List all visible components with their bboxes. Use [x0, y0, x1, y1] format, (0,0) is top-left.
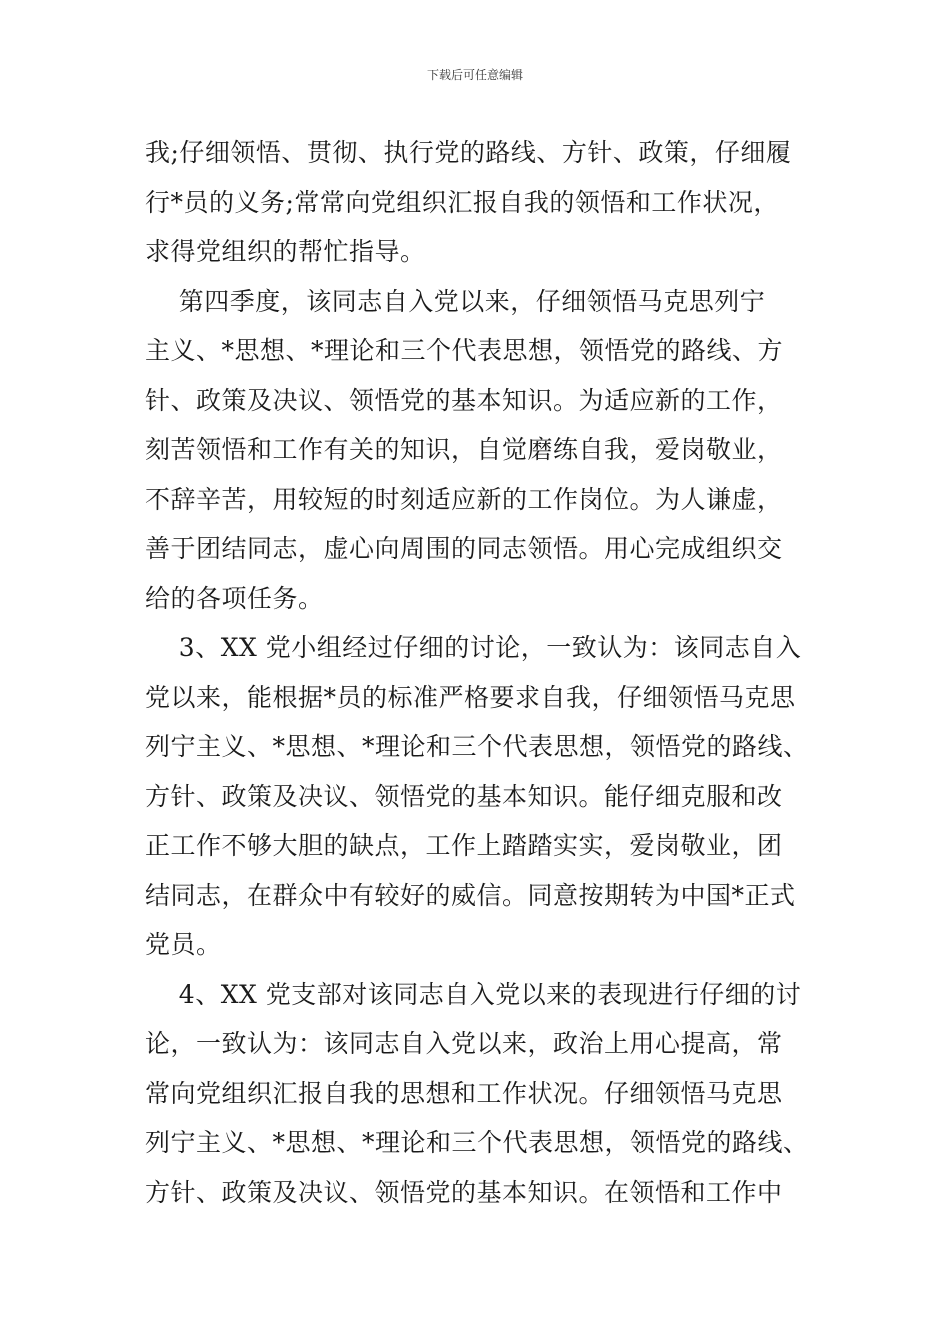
- paragraph-3: [145, 623, 835, 970]
- text-line: 行*员的义务;常常向党组织汇报自我的领悟和工作状况，: [145, 187, 779, 217]
- document-body: [145, 128, 835, 1217]
- text-line: 第四季度，该同志自入党以来，仔细领悟马克思列宁: [145, 286, 766, 316]
- text-line: 方针、政策及决议、领悟党的基本知识。能仔细克服和改: [145, 781, 783, 811]
- text-line: 4、XX 党支部对该同志自入党以来的表现进行仔细的讨: [145, 979, 802, 1009]
- text-line: 列宁主义、*思想、*理论和三个代表思想，领悟党的路线、: [145, 732, 809, 761]
- text-line: 党员。: [145, 930, 222, 959]
- text-line: 方针、政策及决议、领悟党的基本知识。在领悟和工作中: [145, 1177, 783, 1207]
- text-line: 给的各项任务。: [145, 583, 324, 613]
- paragraph-1: [145, 128, 835, 277]
- text-line: 我;仔细领悟、贯彻、执行党的路线、方针、政策，仔细履: [145, 138, 792, 167]
- text-line: 常向党组织汇报自我的思想和工作状况。仔细领悟马克思: [145, 1078, 783, 1108]
- paragraph-4: [145, 970, 835, 1218]
- text-line: 论，一致认为：该同志自入党以来，政治上用心提高，常: [145, 1029, 783, 1058]
- paragraph-2: [145, 277, 835, 624]
- text-line: 善于团结同志，虚心向周围的同志领悟。用心完成组织交: [145, 534, 783, 563]
- text-line: 刻苦领悟和工作有关的知识，自觉磨练自我，爱岗敬业，: [145, 435, 783, 464]
- text-line: 结同志，在群众中有较好的威信。同意按期转为中国*正式: [145, 880, 796, 910]
- text-line: 求得党组织的帮忙指导。: [145, 237, 426, 266]
- text-line: 主义、*思想、*理论和三个代表思想，领悟党的路线、方: [145, 336, 784, 365]
- text-line: 正工作不够大胆的缺点，工作上踏踏实实，爱岗敬业，团: [145, 831, 783, 860]
- text-line: 针、政策及决议、领悟党的基本知识。为适应新的工作，: [145, 385, 783, 415]
- text-line: 党以来，能根据*员的标准严格要求自我，仔细领悟马克思: [145, 682, 796, 712]
- text-line: 列宁主义、*思想、*理论和三个代表思想，领悟党的路线、: [145, 1128, 809, 1157]
- text-line: 3、XX 党小组经过仔细的讨论，一致认为：该同志自入: [145, 633, 802, 662]
- page-header-note: 下载后可任意编辑: [426, 68, 523, 82]
- text-line: 不辞辛苦，用较短的时刻适应新的工作岗位。为人谦虚，: [145, 484, 783, 514]
